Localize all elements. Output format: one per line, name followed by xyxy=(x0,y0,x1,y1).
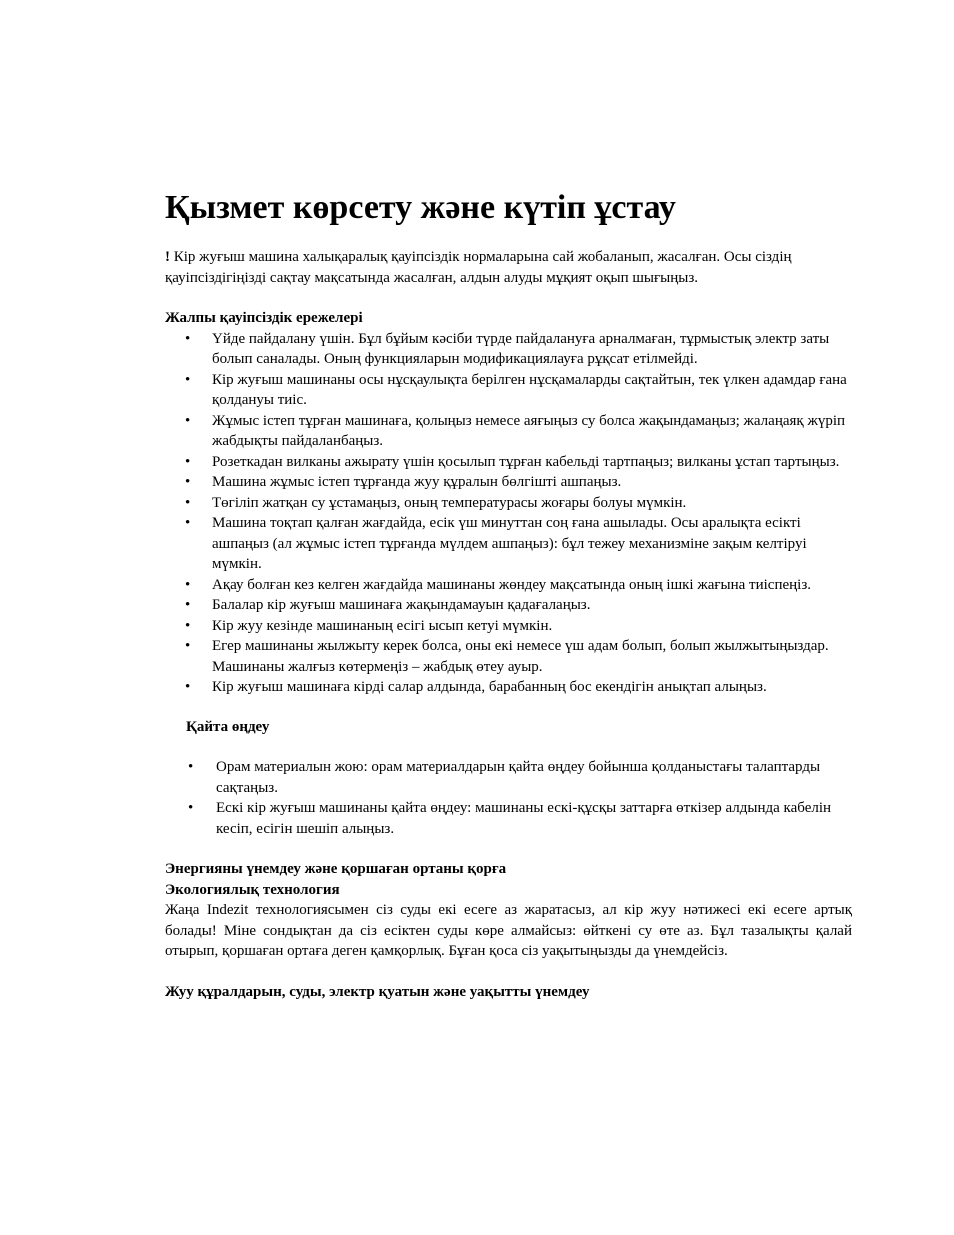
intro-paragraph xyxy=(165,247,852,288)
page-title: Қызмет көрсету және күтіп ұстау xyxy=(165,189,676,226)
list-item: • Ақау болған кез келген жағдайда машинаны жөндеу мақсатында оның ішкі жағына тиіспеңіз. xyxy=(165,575,852,596)
list-item: • Төгіліп жатқан су ұстамаңыз, оның температурасы жоғары болуы мүмкін. xyxy=(165,493,852,514)
list-item: • Кір жуғыш машинаны осы нұсқаулықта берілген нұсқамаларды сақтайтын, тек үлкен адамдар ғана қолдануы тиіс. xyxy=(165,370,852,411)
list-item: • Орам материалын жою: орам материалдарын қайта өңдеу бойынша қолданыстағы талаптарды сақтаңыз. xyxy=(165,757,852,798)
energy-heading: Энергияны үнемдеу және қоршаған ортаны қорға xyxy=(165,861,507,877)
list-item: • Ескі кір жуғыш машинаны қайта өңдеу: машинаны ескі-құсқы заттарға өткізер алдында кабелін кесіп, есігін шешіп алыңыз. xyxy=(165,798,852,839)
saving-heading: Жуу құралдарын, суды, электр қуатын және уақытты үнемдеу xyxy=(165,983,590,1000)
recycling-list xyxy=(165,757,852,839)
document-content xyxy=(165,186,852,1002)
list-item: • Кір жуғыш машинаға кірді салар алдында, барабанның бос екендігін анықтап алыңыз. xyxy=(165,677,852,698)
list-item: • Үйде пайдалану үшін. Бұл бұйым кәсіби түрде пайдалануға арналмаған, тұрмыстық электр заты болып саналады. Оның функцияларын модификациялауға рұқсат етілмейді. xyxy=(165,329,852,370)
recycling-heading: Қайта өңдеу xyxy=(186,718,270,735)
ecology-subheading: Экологиялық технология xyxy=(165,881,340,898)
list-item: • Жұмыс істеп тұрған машинаға, қолыңыз немесе аяғыңыз су болса жақындамаңыз; жалаңаяқ жүріп жабдықты пайдаланбаңыз. xyxy=(165,411,852,452)
safety-heading: Жалпы қауіпсіздік ережелері xyxy=(165,310,363,326)
list-item: • Машина тоқтап қалған жағдайда, есік үш минуттан соң ғана ашылады. Осы аралықта есікті ашпаңыз (ал жұмыс істеп тұрғанда мүлдем ашпаңыз): бұл тежеу механизміне зақым келтіруі мүмкін. xyxy=(165,513,852,575)
list-item: • Машина жұмыс істеп тұрғанда жуу құралын бөлгішті ашпаңыз. xyxy=(165,472,852,493)
warning-mark: ! xyxy=(165,249,170,265)
list-item: • Балалар кір жуғыш машинаға жақындамауын қадағалаңыз. xyxy=(165,595,852,616)
ecology-paragraph: Жаңа Indezit технологиясымен сіз суды екі есеге аз жаратасыз, ал кір жуу нәтижесі екі есеге артық болады! Міне сондықтан да сіз есіктен суды көре алмайсыз: өйткені су өте аз. Бұл тазалықты қалай отырып, қоршаған ортаға деген қамқорлық. Бұған қоса сіз уақытыңызды да үнемдейсіз. xyxy=(165,902,852,959)
list-item: • Кір жуу кезінде машинаның есігі ысып кетуі мүмкін. xyxy=(165,616,852,637)
list-item: • Розеткадан вилканы ажырату үшін қосылып тұрған кабельді тартпаңыз; вилканы ұстап тартыңыз. xyxy=(165,452,852,473)
intro-text: Кір жуғыш машина халықаралық қауіпсіздік нормаларына сай жобаланып, жасалған. Осы сіздің қауіпсіздігіңізді сақтау мақсатында жасалған, алдын алуды мұқият оқып шығыңыз. xyxy=(165,249,792,286)
list-item: • Егер машинаны жылжыту керек болса, оны екі немесе үш адам болып, болып жылжытыңыздар. Машинаны жалғыз көтермеңіз – жабдық өтеу ауыр. xyxy=(165,636,852,677)
safety-list xyxy=(165,329,852,698)
